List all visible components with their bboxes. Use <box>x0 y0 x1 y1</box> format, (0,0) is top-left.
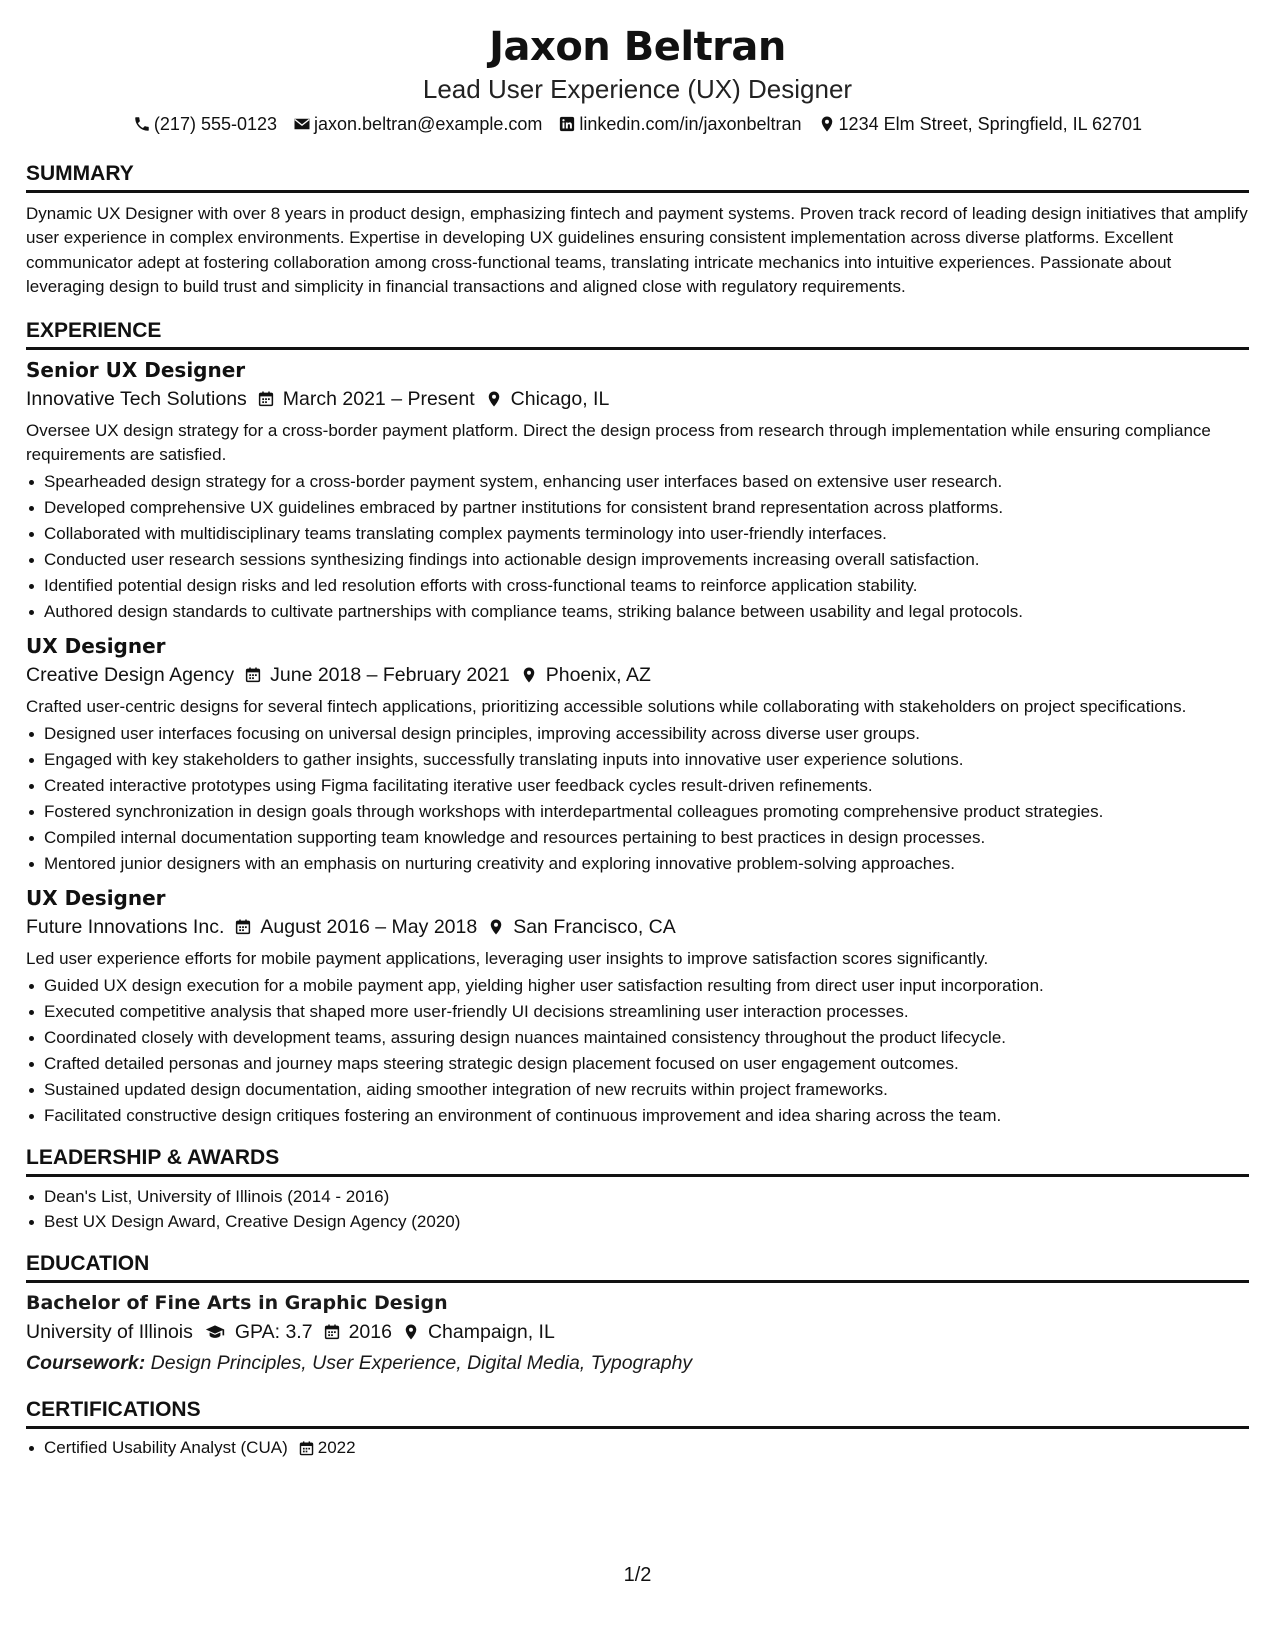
school-name: University of Illinois <box>26 1321 193 1344</box>
job-dates-text: March 2021 – Present <box>282 387 475 410</box>
list-item: Crafted detailed personas and journey maps steering strategic design placement focused on user engagement outcomes. <box>26 1051 1249 1077</box>
experience-heading: EXPERIENCE <box>26 318 1249 350</box>
list-item <box>26 1435 1249 1461</box>
list-item: Spearheaded design strategy for a cross-border payment system, enhancing user interfaces based on extensive user research. <box>26 469 1249 495</box>
job-location <box>485 385 610 413</box>
list-item: Guided UX design execution for a mobile payment app, yielding higher user satisfaction resulting from direct user input incorporation. <box>26 973 1249 999</box>
email-text: jaxon.beltran@example.com <box>314 114 543 134</box>
calendar-icon <box>257 390 275 408</box>
degree-title: Bachelor of Fine Arts in Graphic Design <box>26 1292 448 1315</box>
list-item: Developed comprehensive UX guidelines embraced by partner institutions for consistent brand representation across platforms. <box>26 495 1249 521</box>
job-bullets <box>26 973 1249 1128</box>
certifications-heading: CERTIFICATIONS <box>26 1397 1249 1429</box>
awards-heading: LEADERSHIP & AWARDS <box>26 1145 1249 1177</box>
job-meta <box>26 385 1249 413</box>
list-item: Collaborated with multidisciplinary teams translating complex payments terminology into user-friendly interfaces. <box>26 521 1249 547</box>
job-dates <box>257 385 475 413</box>
coursework <box>26 1348 1249 1378</box>
job-location-text: San Francisco, CA <box>513 915 676 938</box>
calendar-icon <box>298 1440 315 1457</box>
cert-year: 2022 <box>317 1438 356 1458</box>
list-item: Sustained updated design documentation, aiding smoother integration of new recruits within project frameworks. <box>26 1077 1249 1103</box>
experience-section <box>26 318 1249 1129</box>
candidate-name: Jaxon Beltran <box>489 24 786 70</box>
list-item: Authored design standards to cultivate partnerships with compliance teams, striking balance between usability and legal protocols. <box>26 599 1249 625</box>
phone-icon <box>133 115 151 133</box>
resume-page <box>26 22 1249 1461</box>
graduation-cap-icon <box>203 1322 227 1342</box>
education-location <box>402 1318 555 1346</box>
list-item: Executed competitive analysis that shaped more user-friendly UI decisions streamlining user interaction processes. <box>26 999 1249 1025</box>
cert-name: Certified Usability Analyst (CUA) <box>44 1438 288 1458</box>
job-location-text: Phoenix, AZ <box>545 663 651 686</box>
coursework-text: Design Principles, User Experience, Digital Media, Typography <box>150 1352 693 1375</box>
job-company: Innovative Tech Solutions <box>26 387 247 410</box>
education-section <box>26 1251 1249 1378</box>
job-meta <box>26 661 1249 689</box>
job-dates-text: August 2016 – May 2018 <box>260 915 478 938</box>
list-item: Dean's List, University of Illinois (2014 - 2016) <box>26 1184 1249 1210</box>
summary-text: Dynamic UX Designer with over 8 years in product design, emphasizing fintech and payment systems. Proven track record of leading design initiatives that amplify user experience in complex environments. Expertise in developing UX guidelines ensuring consistent implementation across diverse platforms. Excellent communicator adept at fostering collaboration among cross-functional teams, translating intricate mechanics into intuitive experiences. Passionate about leveraging design to build trust and simplicity in financial transactions and aligned close with regulatory requirements. <box>26 204 1248 297</box>
education-gpa <box>203 1318 313 1346</box>
map-pin-icon <box>818 115 836 133</box>
job-description: Oversee UX design strategy for a cross-border payment platform. Direct the design process from research through implementation while ensuring compliance requirements are satisfied. <box>26 420 1211 465</box>
summary-section <box>26 161 1249 300</box>
job-description: Led user experience efforts for mobile payment applications, leveraging user insights to improve satisfaction scores significantly. <box>26 948 989 968</box>
job-description: Crafted user-centric designs for several fintech applications, prioritizing accessible solutions while collaborating with stakeholders on project specifications. <box>26 696 1187 716</box>
list-item: Conducted user research sessions synthesizing findings into actionable design improvements increasing overall satisfaction. <box>26 547 1249 573</box>
contact-phone <box>133 113 277 135</box>
job-dates <box>244 661 510 689</box>
calendar-icon <box>323 1323 341 1341</box>
linkedin-text: linkedin.com/in/jaxonbeltran <box>579 114 802 134</box>
job-bullets <box>26 469 1249 624</box>
summary-heading: SUMMARY <box>26 161 1249 193</box>
certifications-section <box>26 1397 1249 1461</box>
contact-linkedin[interactable] <box>558 113 801 135</box>
job-location-text: Chicago, IL <box>510 387 610 410</box>
job-dates-text: June 2018 – February 2021 <box>270 663 510 686</box>
map-pin-icon <box>485 390 503 408</box>
resume-header <box>26 22 1249 135</box>
year-text: 2016 <box>348 1321 392 1344</box>
job-company: Future Innovations Inc. <box>26 915 225 938</box>
list-item: Compiled internal documentation supporting team knowledge and resources pertaining to best practices in design processes. <box>26 825 1249 851</box>
awards-section <box>26 1145 1249 1236</box>
location-text: Champaign, IL <box>427 1321 555 1344</box>
gpa-text: GPA: 3.7 <box>234 1321 313 1344</box>
certifications-list <box>26 1435 1249 1461</box>
contact-line <box>26 113 1249 135</box>
linkedin-icon <box>558 115 576 133</box>
list-item: Best UX Design Award, Creative Design Agency (2020) <box>26 1209 1249 1235</box>
list-item: Mentored junior designers with an emphasis on nurturing creativity and exploring innovative problem-solving approaches. <box>26 851 1249 877</box>
map-pin-icon <box>520 666 538 684</box>
envelope-icon <box>293 115 311 133</box>
job-entry <box>26 633 1249 877</box>
list-item: Coordinated closely with development teams, assuring design nuances maintained consistency throughout the product lifecycle. <box>26 1025 1249 1051</box>
calendar-icon <box>234 918 252 936</box>
address-text: 1234 Elm Street, Springfield, IL 62701 <box>838 114 1143 134</box>
cert-date <box>298 1435 356 1461</box>
calendar-icon <box>244 666 262 684</box>
phone-text: (217) 555-0123 <box>153 114 278 134</box>
job-company: Creative Design Agency <box>26 663 235 686</box>
job-location <box>520 661 651 689</box>
list-item: Identified potential design risks and led resolution efforts with cross-functional teams to reinforce application stability. <box>26 573 1249 599</box>
map-pin-icon <box>402 1323 420 1341</box>
list-item: Fostered synchronization in design goals through workshops with interdepartmental colleagues promoting comprehensive product strategies. <box>26 799 1249 825</box>
job-dates <box>234 913 477 941</box>
job-entry <box>26 357 1249 625</box>
job-location <box>487 913 676 941</box>
job-title: Senior UX Designer <box>26 357 246 382</box>
job-entry <box>26 885 1249 1129</box>
candidate-title: Lead User Experience (UX) Designer <box>422 74 853 104</box>
coursework-label: Coursework: <box>26 1352 146 1375</box>
job-title: UX Designer <box>26 885 166 910</box>
map-pin-icon <box>487 918 505 936</box>
job-bullets <box>26 721 1249 876</box>
job-meta <box>26 913 1249 941</box>
contact-email[interactable] <box>293 113 542 135</box>
page-number: 1/2 <box>623 1564 652 1586</box>
list-item: Created interactive prototypes using Figma facilitating iterative user feedback cycles result-driven refinements. <box>26 773 1249 799</box>
list-item: Designed user interfaces focusing on universal design principles, improving accessibility across diverse user groups. <box>26 721 1249 747</box>
contact-address <box>818 113 1143 135</box>
education-heading: EDUCATION <box>26 1251 1249 1283</box>
awards-list <box>26 1184 1249 1236</box>
list-item: Engaged with key stakeholders to gather insights, successfully translating inputs into innovative user experience solutions. <box>26 747 1249 773</box>
job-title: UX Designer <box>26 633 166 658</box>
education-year <box>323 1318 392 1346</box>
education-meta <box>26 1318 1249 1346</box>
list-item: Facilitated constructive design critiques fostering an environment of continuous improvement and idea sharing across the team. <box>26 1103 1249 1129</box>
